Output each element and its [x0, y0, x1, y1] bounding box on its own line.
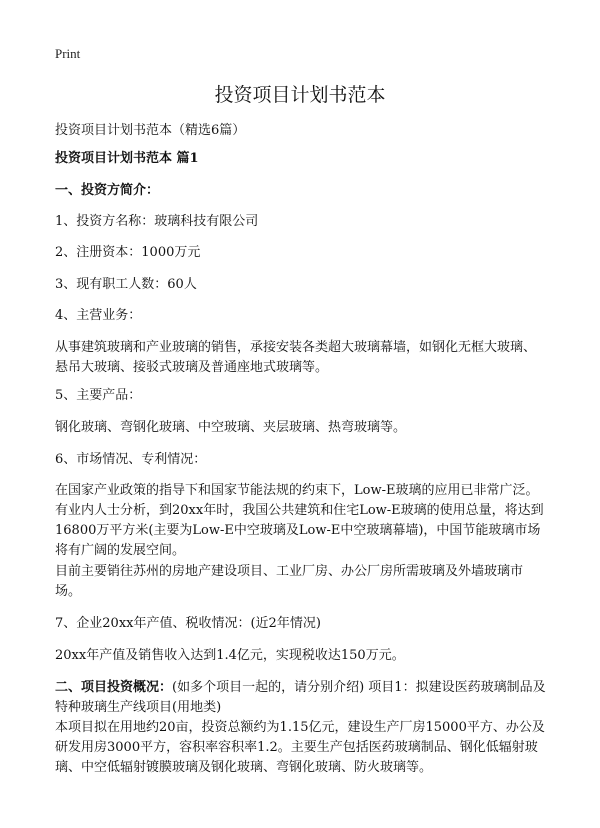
market-paragraph-2: 目前主要销往苏州的房地产建设项目、工业厂房、办公厂房所需玻璃及外墙玻璃市场。	[55, 564, 524, 599]
print-link[interactable]: Print	[55, 46, 81, 61]
main-business-text: 从事建筑玻璃和产业玻璃的销售，承接安装各类超大玻璃幕墙，如钢化无框大玻璃、悬吊大玻璃、接驳式玻璃及普通座地式玻璃等。	[55, 340, 537, 375]
project-overview-note: (如多个项目一起的，请分别介绍) 项目1：拟建设医药玻璃制品及特种玻璃生产线项目(用地类)	[55, 680, 546, 715]
project-overview-title: 二、项目投资概况：	[55, 680, 173, 695]
section-heading: 投资项目计划书范本 篇1	[55, 151, 199, 166]
market-label: 6、市场情况、专利情况：	[55, 452, 207, 467]
subtitle: 投资项目计划书范本（精选6篇）	[55, 123, 246, 138]
main-business-label: 4、主营业务：	[55, 308, 142, 323]
main-products-label: 5、主要产品：	[55, 388, 142, 403]
investor-name: 1、投资方名称：玻璃科技有限公司	[55, 214, 259, 229]
market-paragraph-1: 在国家产业政策的指导下和国家节能法规的约束下，Low-E玻璃的应用已非常广泛。有业内人士分析，到20xx年时，我国公共建筑和住宅Low-E玻璃的使用总量，将达到16800万平方米(主要为Low-E中空玻璃及Low-E中空玻璃幕墙)，中国节能玻璃市场将有广阔的发展空间。	[55, 483, 544, 558]
heading-investor-intro: 一、投资方简介：	[55, 183, 160, 198]
employee-count: 3、现有职工人数：60人	[55, 277, 197, 292]
revenue-tax-label: 7、企业20xx年产值、税收情况：(近2年情况)	[55, 616, 321, 631]
document-title: 投资项目计划书范本	[214, 84, 386, 106]
revenue-tax-text: 20xx年产值及销售收入达到1.4亿元，实现税收达150万元。	[55, 648, 405, 663]
project-overview-heading	[55, 678, 547, 718]
registered-capital: 2、注册资本：1000万元	[55, 245, 201, 260]
project-description: 本项目拟在用地约20亩，投资总额约为1.15亿元，建设生产厂房15000平方、办公及研发用房3000平方，容积率容积率1.2。主要生产包括医药玻璃制品、钢化低辐射玻璃、中空低辐射镀膜玻璃及钢化玻璃、弯钢化玻璃、防火玻璃等。	[55, 720, 545, 775]
main-products-text: 钢化玻璃、弯钢化玻璃、中空玻璃、夹层玻璃、热弯玻璃等。	[55, 420, 407, 435]
